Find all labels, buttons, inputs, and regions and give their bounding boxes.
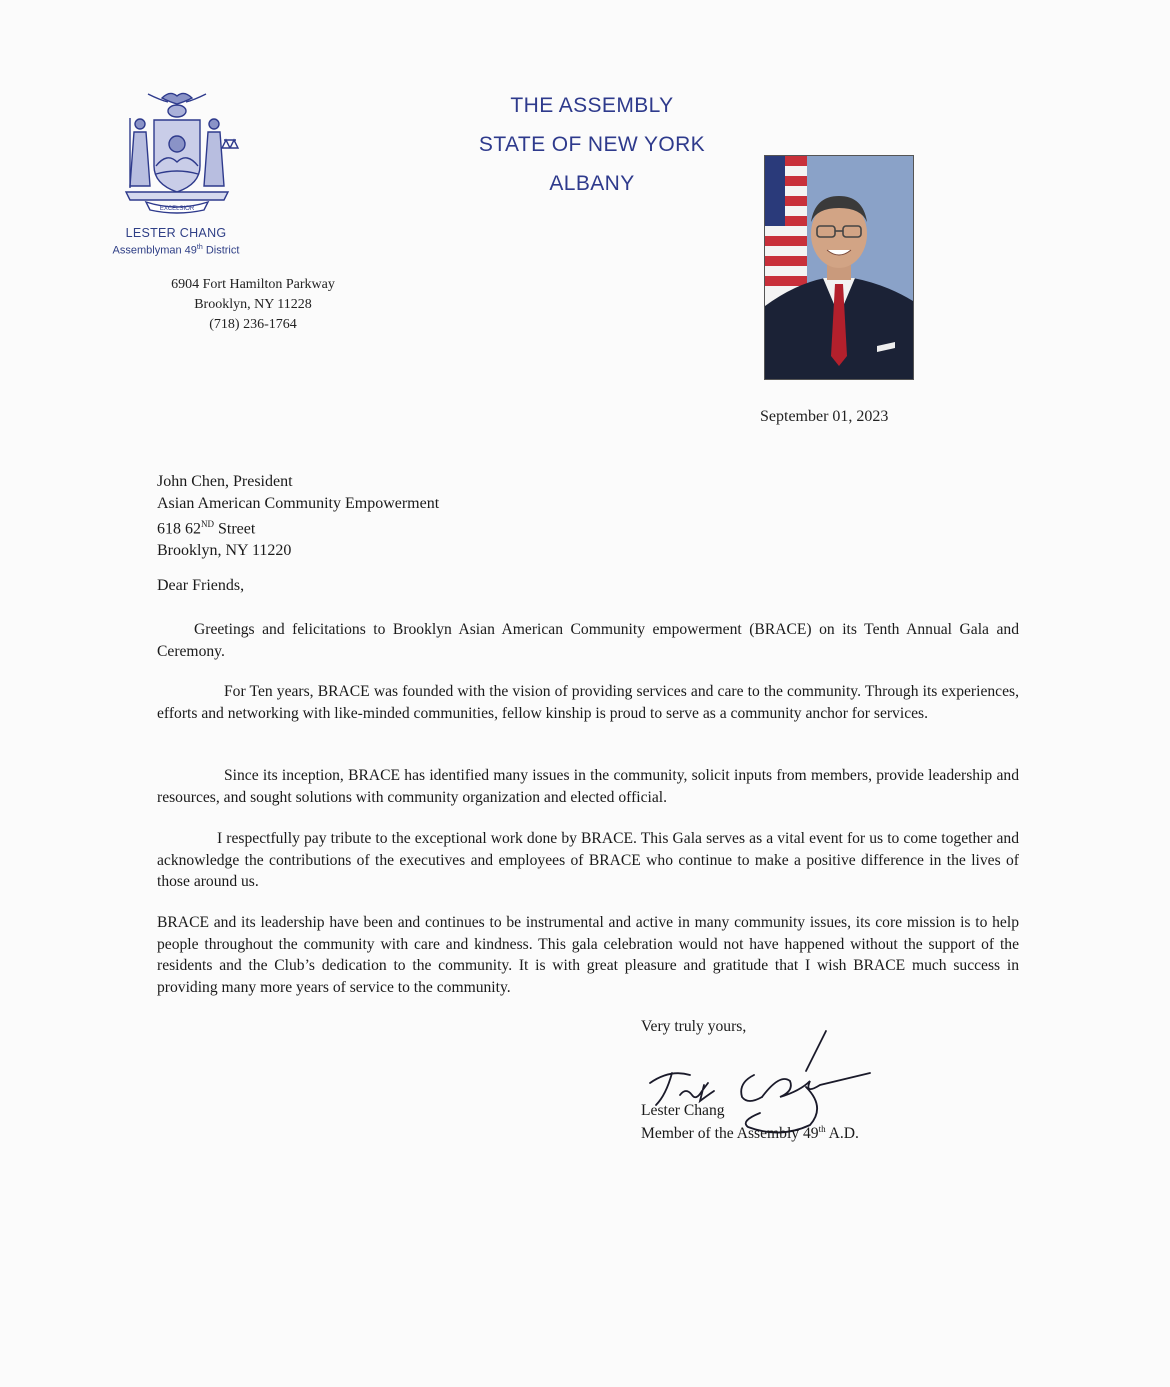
recipient-street: 618 62ND Street — [157, 519, 256, 538]
letterhead — [440, 86, 744, 203]
recipient-name: John Chen, President — [157, 473, 293, 490]
closing: Very truly yours, — [641, 1018, 747, 1035]
salutation: Dear Friends, — [157, 577, 245, 594]
recipient-city: Brooklyn, NY 11220 — [157, 541, 292, 559]
new-york-state-seal-logo — [112, 88, 242, 218]
recipient-org: Asian American Community Empowerment — [157, 494, 440, 512]
letter-date: September 01, 2023 — [760, 408, 889, 425]
paragraph-1: Greetings and felicitations to Brooklyn Asian American Community empowerment (BRACE) on its Tenth Annual Gala and Ceremony. — [157, 621, 1019, 660]
member-info — [88, 225, 264, 258]
svg-text:EXCELSIOR: EXCELSIOR — [159, 206, 195, 212]
letterhead-line-2: STATE OF NEW YORK — [478, 133, 706, 156]
letterhead-line-3: ALBANY — [549, 172, 635, 195]
letterhead-line-1: THE ASSEMBLY — [510, 94, 674, 117]
office-street: 6904 Fort Hamilton Parkway — [171, 277, 335, 292]
paragraph-3: Since its inception, BRACE has identified many issues in the community, solicit inputs from members, provide leadership and resources, and sought solutions with community organization and elected official. — [157, 767, 1019, 806]
paragraph-4: I respectfully pay tribute to the exceptional work done by BRACE. This Gala serves as a vital event for us to come together and acknowledge the contributions of the executives and employees of BRACE who continue to make a positive difference in the lives of those around us. — [157, 830, 1019, 890]
office-address — [148, 275, 358, 335]
member-name: LESTER CHANG — [125, 226, 227, 240]
paragraph-2: For Ten years, BRACE was founded with the vision of providing services and care to the community. Through its experiences, efforts and networking with like-minded communities, fellow kinship is proud to serve as a community anchor for services. — [157, 683, 1019, 722]
office-city: Brooklyn, NY 11228 — [194, 297, 312, 312]
assemblyman-portrait-photo — [764, 155, 914, 380]
office-phone: (718) 236-1764 — [209, 317, 297, 332]
signer-title: Member of the Assembly 49th A.D. — [641, 1124, 859, 1143]
signer-name: Lester Chang — [641, 1102, 725, 1119]
member-title: Assemblyman 49th District — [112, 244, 240, 257]
recipient-address — [157, 471, 439, 561]
paragraph-5: BRACE and its leadership have been and continues to be instrumental and active in many community issues, its core mission is to help people throughout the community with care and kindness. This gala celebration would not have happened without the support of the residents and the Club’s dedication to the community. It is with great pleasure and gratitude that I wish BRACE much success in providing many more years of service to the community. — [157, 914, 1019, 996]
